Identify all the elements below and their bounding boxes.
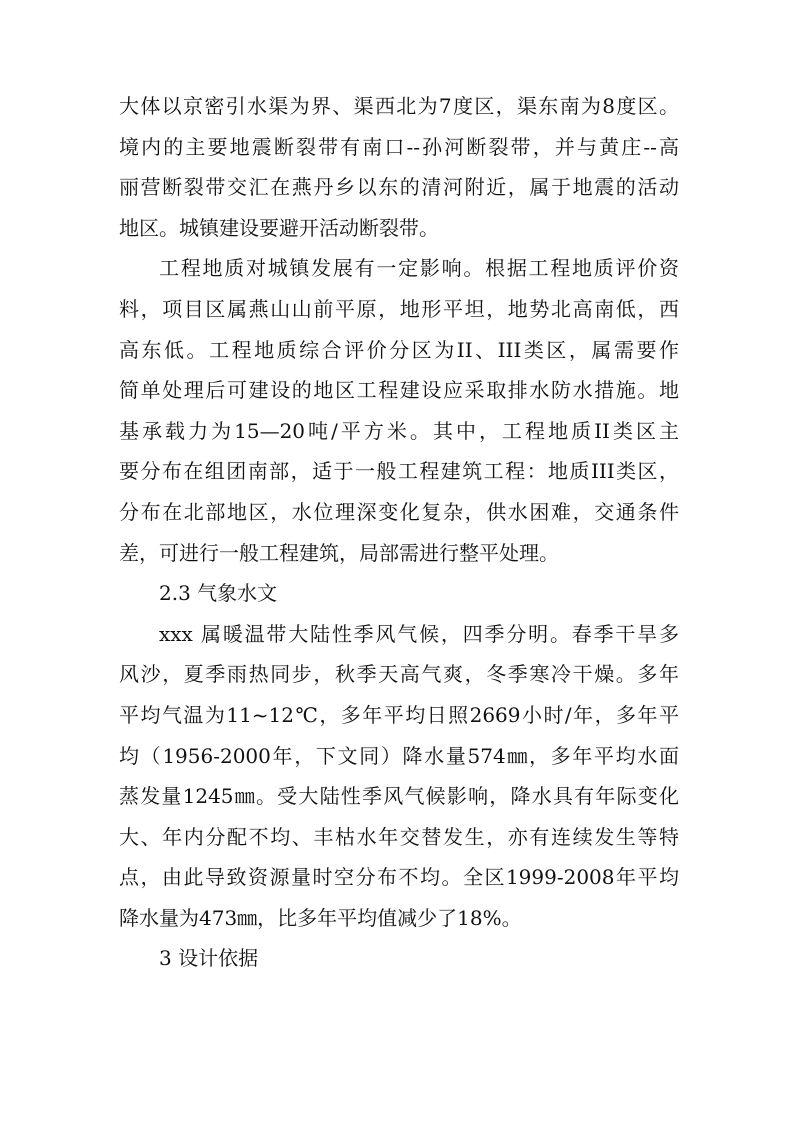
text-line: 大、年内分配不均、丰枯水年交替发生，亦有连续发生等特: [119, 824, 679, 849]
text-line: 简单处理后可建设的地区工程建设应采取排水防水措施。地: [119, 378, 679, 403]
text-line: 境内的主要地震断裂带有南口--孙河断裂带，并与黄庄--高: [119, 134, 679, 159]
text-line: 点，由此导致资源量时空分布不均。全区1999-2008年平均: [119, 865, 679, 890]
text-line: 风沙，夏季雨热同步，秋季天高气爽，冬季寒冷干燥。多年: [119, 662, 679, 687]
text-line: 料，项目区属燕山山前平原，地形平坦，地势北高南低，西: [119, 296, 679, 321]
body-text: [119, 86, 679, 979]
text-line: 丽营断裂带交汇在燕丹乡以东的清河附近，属于地震的活动: [119, 175, 679, 200]
text-line: 高东低。工程地质综合评价分区为II、III类区，属需要作: [119, 337, 679, 362]
text-line: 蒸发量1245㎜。受大陆性季风气候影响，降水具有年际变化: [119, 784, 679, 809]
text-line: 工程地质对城镇发展有一定影响。根据工程地质评价资: [159, 256, 679, 281]
section-heading-3: 3 设计依据: [159, 946, 259, 971]
text-line: 基承载力为15—20吨/平方米。其中，工程地质II类区主: [119, 418, 679, 443]
text-line: 平均气温为11~12℃，多年平均日照2669小时/年，多年平: [119, 702, 679, 727]
text-line: 大体以京密引水渠为界、渠西北为7度区，渠东南为8度区。: [119, 94, 679, 118]
text-line: xxx 属暖温带大陆性季风气候，四季分明。春季干旱多: [159, 621, 679, 646]
text-line: 均（1956-2000年，下文同）降水量574㎜，多年平均水面: [119, 743, 679, 768]
text-line: 降水量为473㎜，比多年平均值减少了18%。: [119, 905, 522, 930]
text-line: 差，可进行一般工程建筑，局部需进行整平处理。: [119, 540, 559, 565]
section-heading-2-3: 2.3 气象水文: [159, 581, 278, 606]
text-line: 地区。城镇建设要避开活动断裂带。: [119, 215, 439, 240]
text-line: 分布在北部地区，水位理深变化复杂，供水困难，交通条件: [119, 499, 679, 524]
text-line: 要分布在组团南部，适于一般工程建筑工程：地质III类区，: [119, 459, 679, 484]
